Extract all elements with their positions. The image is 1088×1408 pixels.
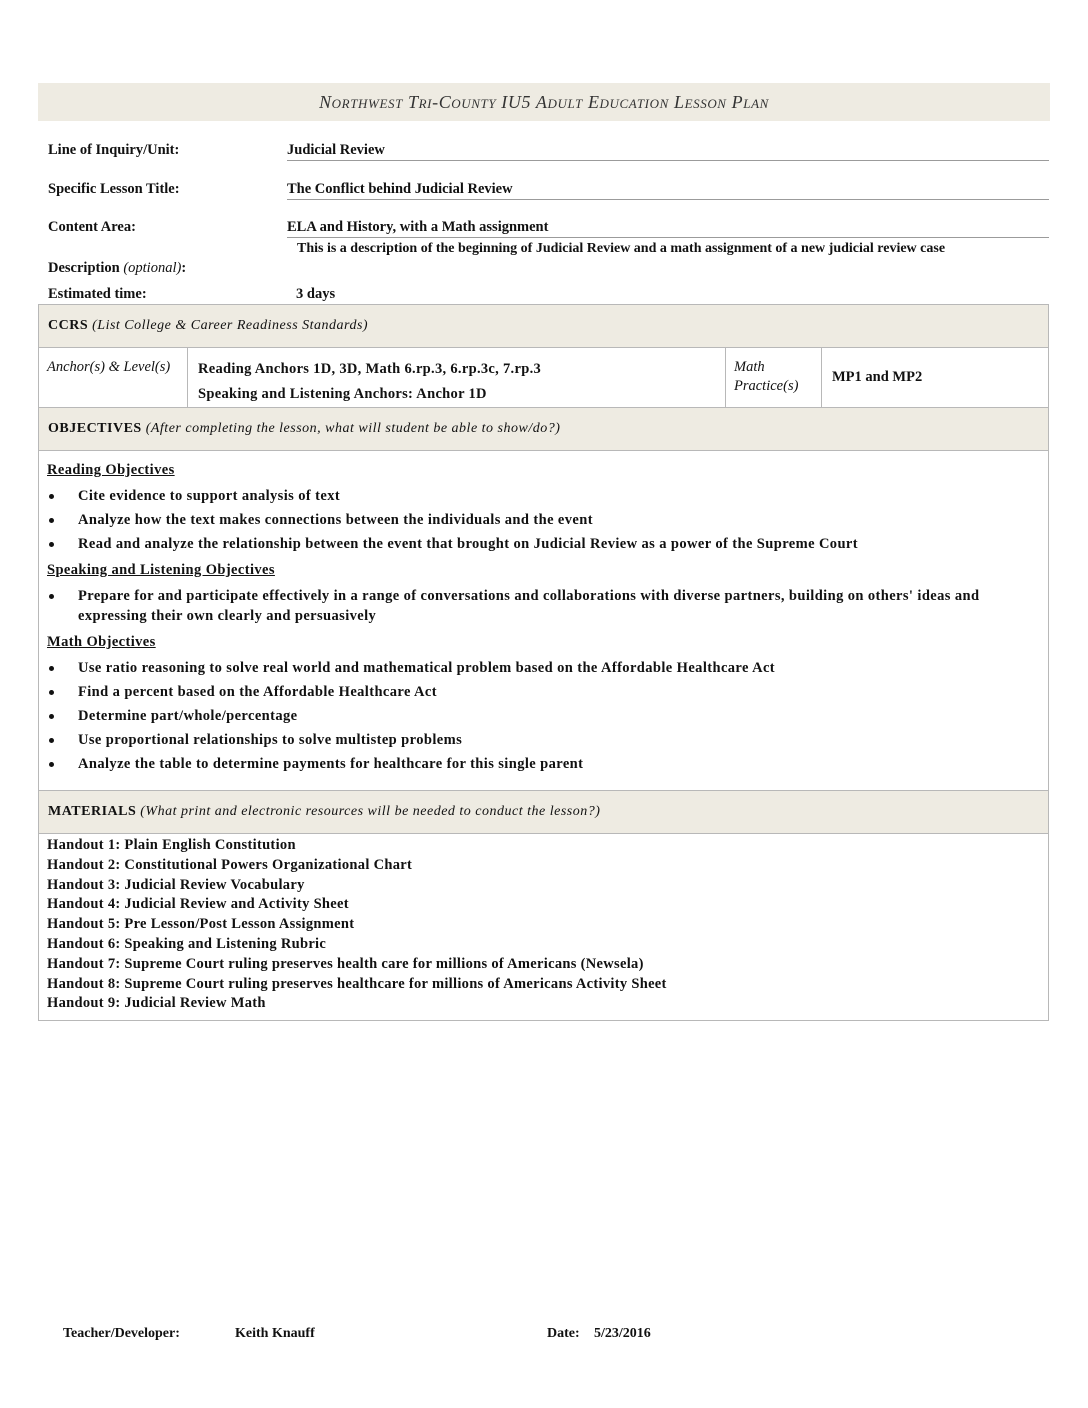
- list-item: Handout 6: Speaking and Listening Rubric: [47, 935, 327, 952]
- ccrs-row: [38, 347, 1049, 407]
- ccrs-heading-note: (List College & Career Readiness Standards): [92, 318, 369, 333]
- description-label-suffix: :: [181, 260, 187, 276]
- description-label-note: (optional): [123, 260, 182, 276]
- list-item: Prepare for and participate effectively in a range of conversations and collaborations with diverse partners, building on others' ideas and expressing their own clearly and persuasively: [47, 586, 1040, 626]
- speaking-objectives-title: Speaking and Listening Objectives: [47, 562, 275, 578]
- standards-section: [38, 304, 1049, 1021]
- content-area-label: Content Area:: [48, 219, 136, 235]
- teacher-name: Keith Knauff: [235, 1326, 315, 1341]
- reading-objectives-title: Reading Objectives: [47, 462, 175, 478]
- list-item: Determine part/whole/percentage: [47, 706, 1040, 726]
- speaking-objectives-list: [47, 586, 1040, 626]
- materials-heading-note: (What print and electronic resources will be needed to conduct the lesson?): [140, 804, 601, 819]
- materials-heading: [38, 790, 1049, 833]
- page-title: [38, 83, 1050, 121]
- line-of-inquiry-label: Line of Inquiry/Unit:: [48, 142, 180, 158]
- estimated-time-label: Estimated time:: [48, 286, 147, 302]
- list-item: Analyze the table to determine payments for healthcare for this single parent: [47, 754, 1040, 774]
- objectives-heading: [38, 407, 1049, 450]
- math-practice-value: MP1 and MP2: [832, 369, 923, 385]
- list-item: Handout 4: Judicial Review and Activity Sheet: [47, 896, 349, 913]
- list-item: Find a percent based on the Affordable Healthcare Act: [47, 682, 1040, 702]
- list-item: Handout 7: Supreme Court ruling preserves health care for millions of Americans (Newsela): [47, 955, 644, 972]
- list-item: Read and analyze the relationship between the event that brought on Judicial Review as a power of the Supreme Court: [47, 534, 1040, 554]
- date-value: 5/23/2016: [594, 1326, 651, 1341]
- description-label: [48, 260, 186, 277]
- list-item: Cite evidence to support analysis of text: [47, 486, 1040, 506]
- line-of-inquiry-value: Judicial Review: [287, 142, 1049, 161]
- ccrs-heading: [38, 304, 1049, 347]
- estimated-time-value: 3 days: [296, 286, 336, 302]
- list-item: Handout 8: Supreme Court ruling preserves healthcare for millions of Americans Activity Sheet: [47, 975, 667, 992]
- teacher-label: Teacher/Developer:: [63, 1326, 180, 1341]
- description-label-text: Description: [48, 260, 120, 276]
- list-item: Use ratio reasoning to solve real world and mathematical problem based on the Affordable Healthcare Act: [47, 658, 1040, 678]
- content-area-value: ELA and History, with a Math assignment: [287, 219, 1049, 238]
- objectives-heading-title: OBJECTIVES: [48, 421, 142, 436]
- lesson-title-value: The Conflict behind Judicial Review: [287, 181, 1049, 200]
- math-practice-label: Math Practice(s): [726, 348, 822, 407]
- reading-anchors: Reading Anchors 1D, 3D, Math 6.rp.3, 6.rp.3c, 7.rp.3: [198, 361, 542, 377]
- list-item: Handout 9: Judicial Review Math: [47, 995, 266, 1012]
- materials-body: [38, 833, 1049, 1021]
- anchor-level-label: Anchor(s) & Level(s): [39, 348, 188, 407]
- lesson-title-label: Specific Lesson Title:: [48, 181, 180, 197]
- date-label: Date:: [547, 1326, 580, 1341]
- math-objectives-list: [47, 658, 1040, 774]
- list-item: Handout 2: Constitutional Powers Organizational Chart: [47, 856, 413, 873]
- list-item: Handout 3: Judicial Review Vocabulary: [47, 876, 305, 893]
- speaking-anchors: Speaking and Listening Anchors: Anchor 1D: [198, 386, 487, 402]
- list-item: Handout 5: Pre Lesson/Post Lesson Assignment: [47, 916, 355, 933]
- page-title-text: Northwest Tri-County IU5 Adult Education Lesson Plan: [319, 92, 769, 112]
- ccrs-heading-title: CCRS: [48, 318, 89, 333]
- list-item: Use proportional relationships to solve multistep problems: [47, 730, 1040, 750]
- description-value: This is a description of the beginning of Judicial Review and a math assignment of a new judicial review case: [297, 241, 946, 256]
- anchor-values: [188, 348, 726, 407]
- objectives-body: [38, 450, 1049, 790]
- list-item: Handout 1: Plain English Constitution: [47, 837, 296, 853]
- reading-objectives-list: [47, 486, 1040, 554]
- materials-heading-title: MATERIALS: [48, 804, 137, 819]
- list-item: Analyze how the text makes connections between the individuals and the event: [47, 510, 1040, 530]
- objectives-heading-note: (After completing the lesson, what will student be able to show/do?): [145, 421, 561, 436]
- math-objectives-title: Math Objectives: [47, 634, 156, 650]
